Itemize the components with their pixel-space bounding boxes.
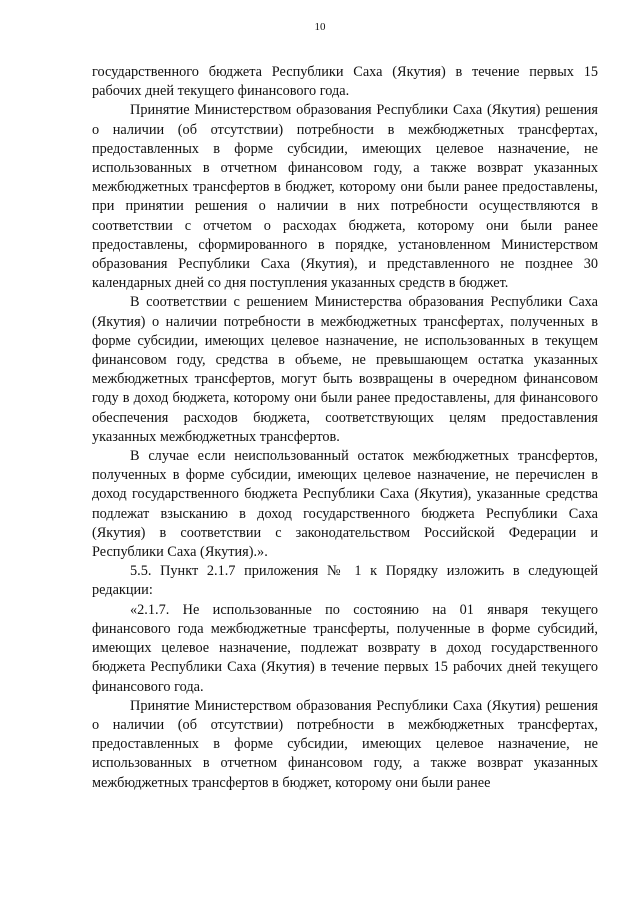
page-number: 10 (314, 21, 326, 33)
paragraph: «2.1.7. Не использованные по состоянию на 01 января текущего финансового года межбюджетные трансферты, полученные в форме субсидий, имеющих целевое назначение, подлежат возврату в доход государственного бюджета Республики Саха (Якутия) в течение первых 15 рабочих дней текущего финансового года. (92, 601, 598, 695)
paragraph: 5.5. Пункт 2.1.7 приложения № 1 к Порядку изложить в следующей редакции: (92, 563, 598, 599)
document-body (92, 63, 598, 793)
paragraph: государственного бюджета Республики Саха (Якутия) в течение первых 15 рабочих дней текущего финансового года. (92, 64, 598, 100)
paragraph: Принятие Министерством образования Республики Саха (Якутия) решения о наличии (об отсутствии) потребности в межбюджетных трансфертах, предоставленных в форме субсидии, имеющих целевое назначение, не использованных в отчетном финансовом году, а также возврат указанных межбюджетных трансфертов в бюджет, которому они были ранее предоставлены, при принятии решения о наличии в них потребности осуществляются в соответствии с отчетом о расходах бюджета, которому они были ранее предоставлены, сформированного в порядке, установленном Министерством образования Республики Саха (Якутия), и представленного не позднее 30 календарных дней со дня поступления указанных средств в бюджет. (92, 102, 598, 292)
paragraph: В случае если неиспользованный остаток межбюджетных трансфертов, полученных в форме субсидии, имеющих целевое назначение, не перечислен в доход государственного бюджета Республики Саха (Якутия), указанные средства подлежат взысканию в доход государственного бюджета Республики Саха (Якутия) в соответствии с законодательством Российской Федерации и Республики Саха (Якутия).». (92, 448, 598, 561)
paragraph: Принятие Министерством образования Республики Саха (Якутия) решения о наличии (об отсутствии) потребности в межбюджетных трансфертах, предоставленных в форме субсидии, имеющих целевое назначение, не использованных в отчетном финансовом году, а также возврат указанных межбюджетных трансфертов в бюджет, которому они были ранее (92, 697, 598, 791)
paragraph: В соответствии с решением Министерства образования Республики Саха (Якутия) о наличии потребности в межбюджетных трансфертах, полученных в форме субсидии, имеющих целевое назначение, не использованных в текущем финансовом году, средства в объеме, не превышающем остатка указанных межбюджетных трансфертов, могут быть возвращены в очередном финансовом году в доход бюджета, которому они были ранее предоставлены, для финансового обеспечения расходов бюджета, соответствующих целям предоставления указанных межбюджетных трансфертов. (92, 294, 598, 445)
